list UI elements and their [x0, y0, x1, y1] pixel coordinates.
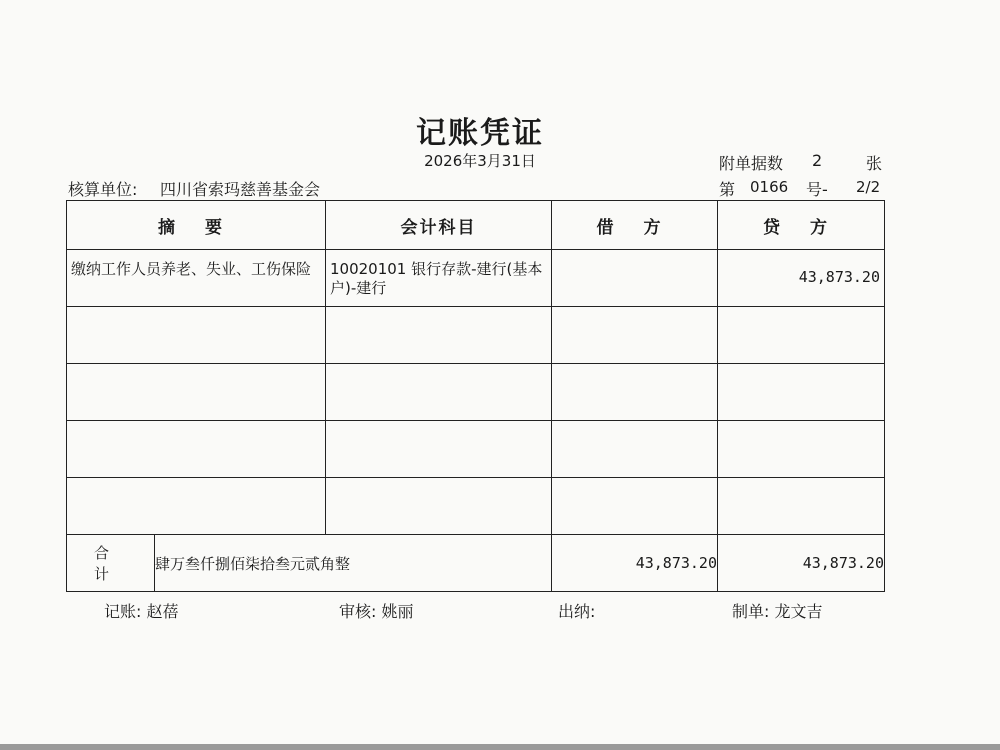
voucher-date: 2026年3月31日	[424, 152, 536, 170]
signature-cashier: 出纳:	[558, 602, 596, 621]
signature-reviewer: 审核: 姚丽	[339, 602, 414, 621]
header-summary: 摘 要	[67, 201, 326, 250]
accounting-unit-label: 核算单位:	[68, 180, 138, 199]
entry-account: 10020101 银行存款-建行(基本户)-建行	[326, 250, 552, 307]
table-row	[67, 478, 885, 535]
attachments-unit: 张	[866, 154, 883, 173]
voucher-title: 记账凭证	[416, 116, 544, 151]
accounting-unit-name: 四川省索玛慈善基金会	[160, 180, 321, 199]
entry-summary	[67, 364, 326, 421]
attachments-label: 附单据数	[719, 154, 784, 173]
table-row	[67, 250, 885, 307]
total-label: 合 计	[67, 535, 155, 592]
entry-account	[326, 421, 552, 478]
scan-edge	[0, 744, 1000, 750]
signature-preparer: 制单: 龙文吉	[732, 602, 823, 621]
voucher-number-prefix: 第	[719, 180, 736, 199]
total-credit: 43,873.20	[718, 535, 885, 592]
entry-account	[326, 478, 552, 535]
entry-debit	[552, 421, 718, 478]
table-row	[67, 421, 885, 478]
attachments-count: 2	[812, 151, 823, 170]
voucher-page: 2/2	[856, 178, 881, 196]
entry-credit	[718, 364, 885, 421]
entry-account	[326, 307, 552, 364]
entry-summary: 缴纳工作人员养老、失业、工伤保险	[67, 250, 326, 307]
entry-credit	[718, 421, 885, 478]
entry-summary	[67, 421, 326, 478]
entry-credit	[718, 478, 885, 535]
entry-summary	[67, 307, 326, 364]
voucher-number-suffix: 号-	[806, 180, 828, 199]
entry-account	[326, 364, 552, 421]
header-row	[67, 201, 885, 250]
entry-credit	[718, 307, 885, 364]
entry-debit	[552, 250, 718, 307]
entry-debit	[552, 364, 718, 421]
entry-debit	[552, 307, 718, 364]
total-row	[67, 535, 885, 592]
total-amount-in-words: 肆万叁仟捌佰柒拾叁元贰角整	[155, 535, 552, 592]
voucher-table	[66, 200, 885, 592]
signature-bookkeeper: 记账: 赵蓓	[104, 602, 179, 621]
entry-credit: 43,873.20	[718, 250, 885, 307]
entry-summary	[67, 478, 326, 535]
header-credit: 贷 方	[718, 201, 885, 250]
header-debit: 借 方	[552, 201, 718, 250]
table-row	[67, 364, 885, 421]
header-account: 会计科目	[326, 201, 552, 250]
total-debit: 43,873.20	[552, 535, 718, 592]
voucher-number: 0166	[750, 178, 789, 196]
entry-debit	[552, 478, 718, 535]
table-row	[67, 307, 885, 364]
